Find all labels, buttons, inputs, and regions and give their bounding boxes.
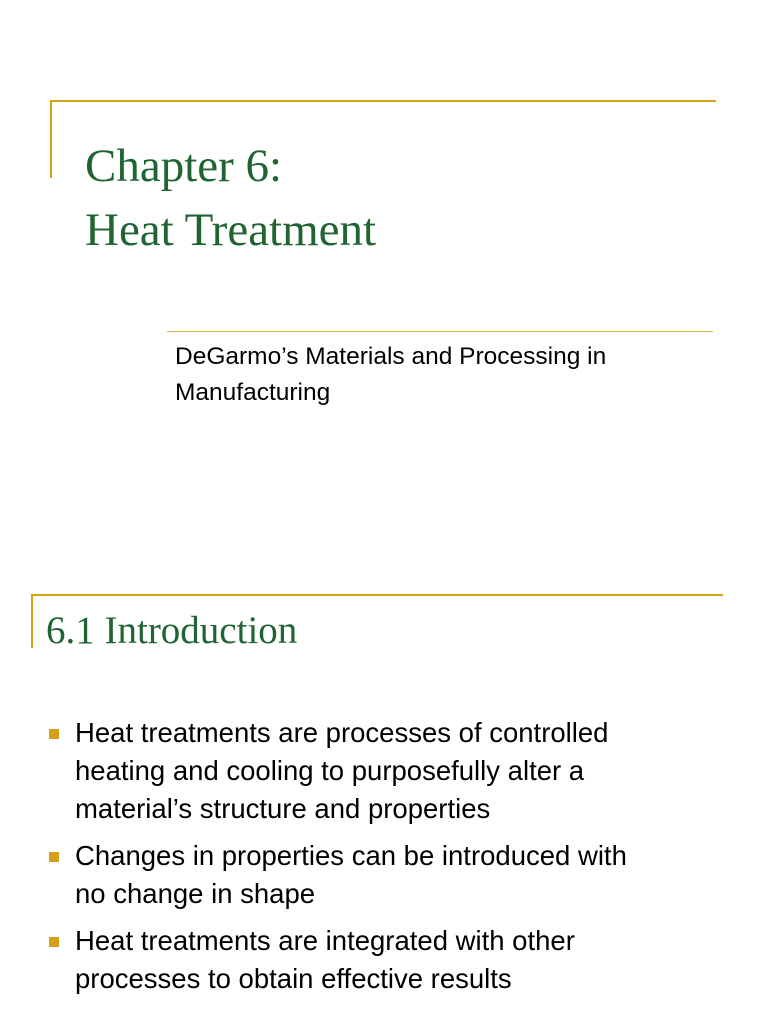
list-item <box>0 837 627 913</box>
subtitle-line: Manufacturing <box>175 379 331 406</box>
bullet-text-line: material’s structure and properties <box>75 793 491 824</box>
bullet-text-line: Heat treatments are integrated with other <box>75 925 575 956</box>
slide-title-heading <box>85 134 376 262</box>
bullet-text-line: processes to obtain effective results <box>75 963 512 994</box>
title-line: Chapter 6: <box>85 140 283 192</box>
slide-introduction <box>0 560 768 1024</box>
square-bullet-icon <box>49 852 59 862</box>
title-line: Heat Treatment <box>85 204 377 256</box>
subtitle-line: DeGarmo’s Materials and Processing in <box>175 343 607 370</box>
list-item <box>0 922 627 998</box>
bullet-text-line: Changes in properties can be introduced with <box>75 840 627 871</box>
bullet-text-line: Heat treatments are processes of controlled <box>75 717 609 748</box>
bullet-text-line: heating and cooling to purposefully alter a <box>75 755 585 786</box>
bullet-text-line: no change in shape <box>75 878 316 909</box>
bullet-list <box>0 714 627 1007</box>
slide-subtitle <box>175 339 735 411</box>
slide-heading: 6.1 Introduction <box>46 609 298 652</box>
square-bullet-icon <box>49 937 59 947</box>
list-item <box>0 714 627 828</box>
square-bullet-icon <box>49 729 59 739</box>
subtitle-divider <box>167 331 713 332</box>
